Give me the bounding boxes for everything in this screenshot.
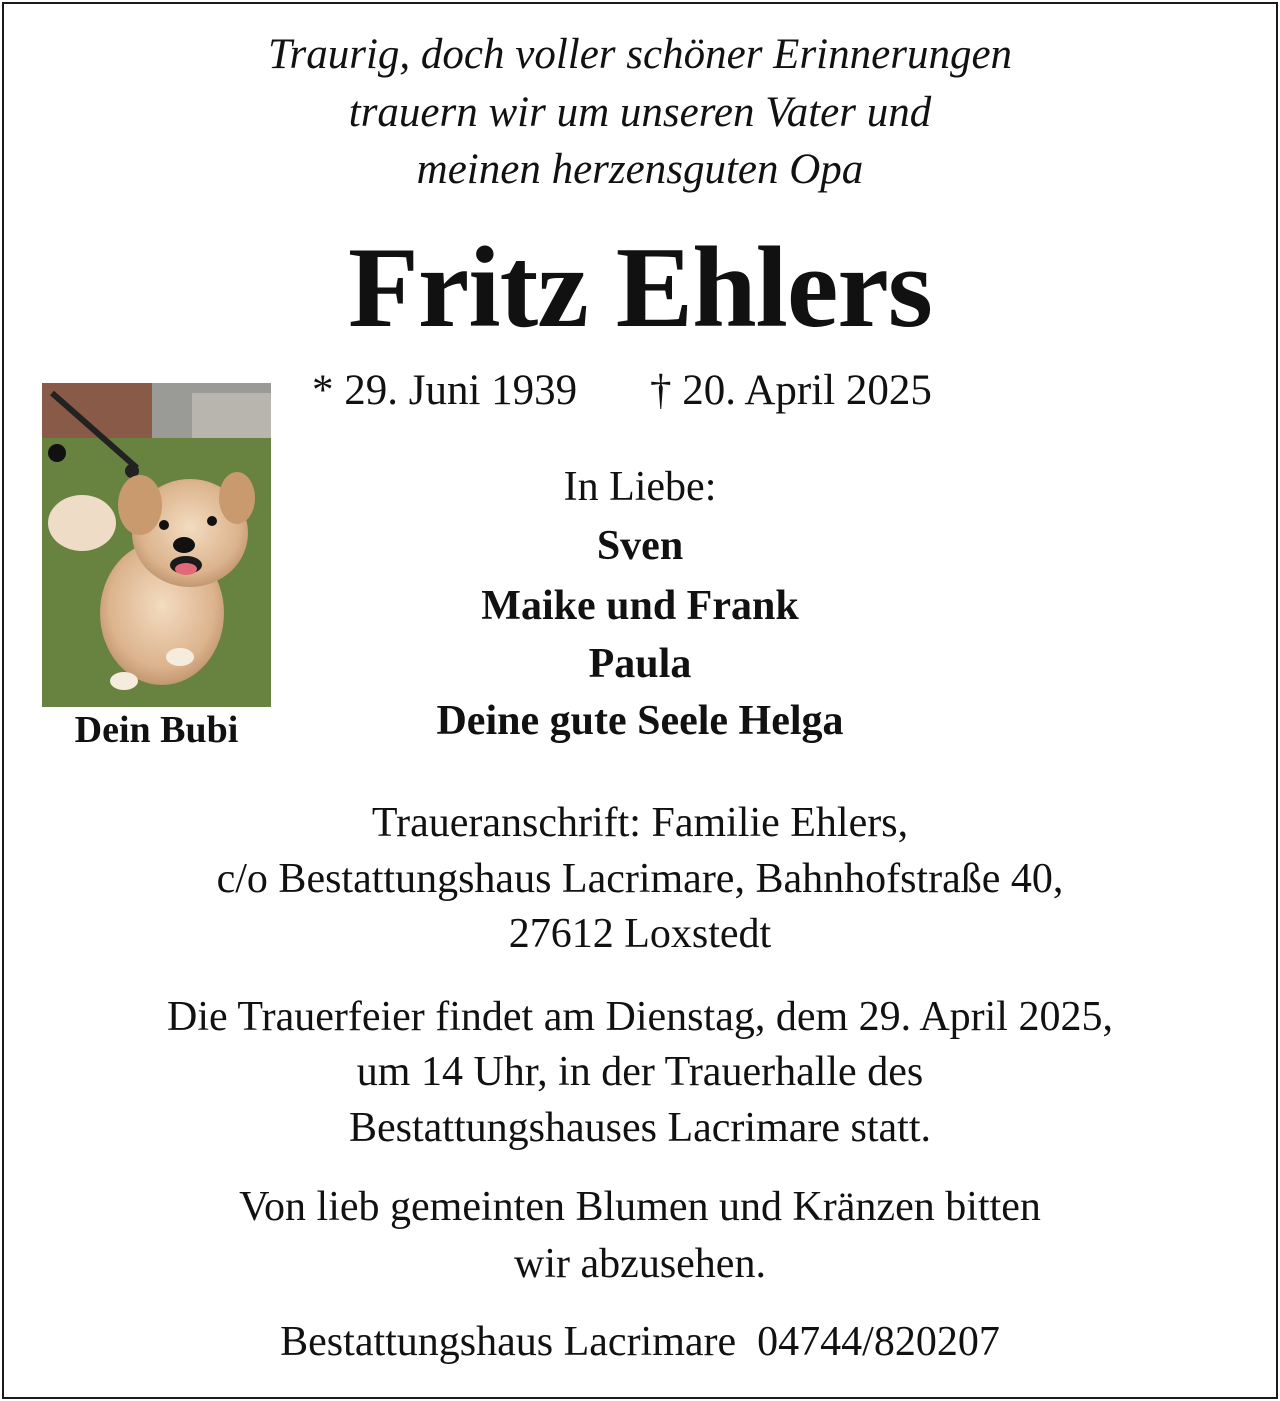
- family-name-1: Sven: [596, 523, 684, 569]
- service-line-2: um 14 Uhr, in der Trauerhalle des: [356, 1049, 924, 1095]
- deceased-name: Fritz Ehlers: [348, 224, 932, 352]
- flowers-line-2: wir abzusehen.: [514, 1241, 766, 1287]
- photo-caption: Dein Bubi: [74, 709, 239, 751]
- service-line-3: Bestattungshauses Lacrimare statt.: [349, 1105, 931, 1151]
- service-line-1: Die Trauerfeier findet am Dienstag, dem 29. April 2025,: [167, 994, 1113, 1040]
- family-label: In Liebe:: [563, 464, 717, 510]
- intro-line-1: Traurig, doch voller schöner Erinnerungen: [267, 31, 1013, 78]
- family-name-4: Deine gute Seele Helga: [436, 698, 844, 744]
- family-name-3: Paula: [588, 641, 692, 687]
- intro-line-3: meinen herzensguten Opa: [416, 146, 864, 193]
- intro-line-2: trauern wir um unseren Vater und: [348, 89, 932, 136]
- address-line-1: Traueranschrift: Familie Ehlers,: [371, 800, 909, 846]
- birth-date: * 29. Juni 1939: [312, 367, 578, 414]
- address-line-2: c/o Bestattungshaus Lacrimare, Bahnhofstraße 40,: [216, 856, 1064, 902]
- family-name-2: Maike und Frank: [481, 583, 799, 629]
- death-date: † 20. April 2025: [650, 367, 932, 414]
- flowers-line-1: Von lieb gemeinten Blumen und Kränzen bitten: [239, 1184, 1041, 1230]
- funeral-home-contact: Bestattungshaus Lacrimare 04744/820207: [280, 1319, 1000, 1365]
- address-line-3: 27612 Loxstedt: [508, 911, 772, 957]
